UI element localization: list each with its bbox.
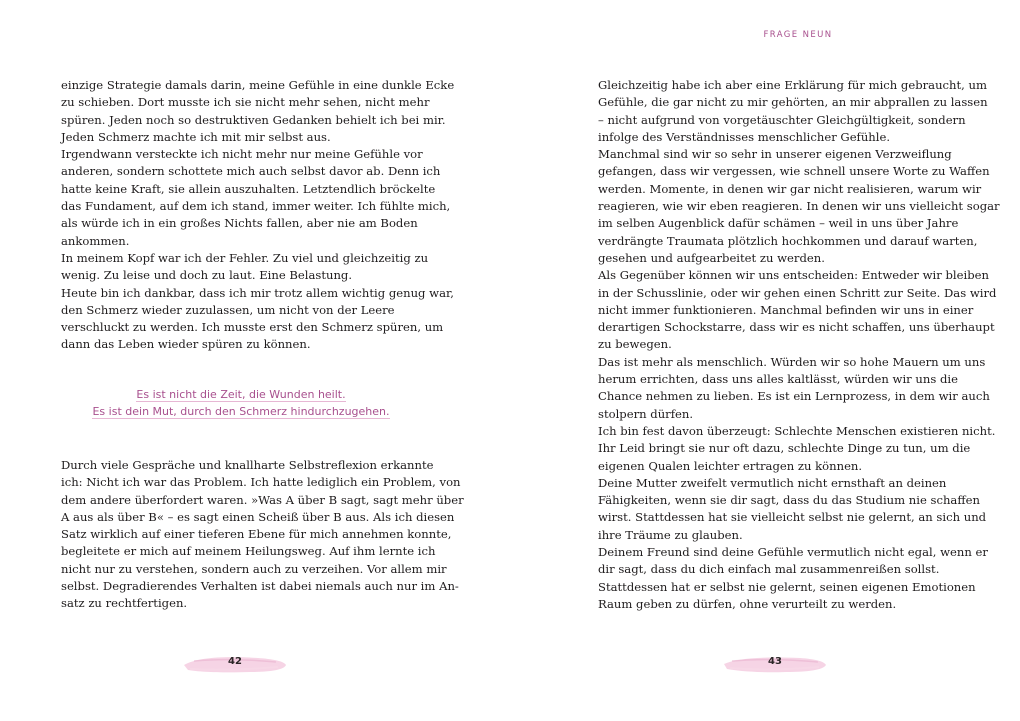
text-line: nicht nur zu verstehen, sondern auch zu verzeihen. Vor allem mir — [61, 561, 447, 576]
text-line: das Fundament, auf dem ich stand, immer weiter. Ich fühlte mich, — [61, 199, 451, 214]
text-line: Gefühle, die gar nicht zu mir gehörten, an mir abprallen zu lassen — [598, 95, 988, 110]
text-line: Irgendwann versteckte ich nicht mehr nur meine Gefühle vor — [61, 147, 423, 162]
text-line: wenig. Zu leise und doch zu laut. Eine Belastung. — [61, 268, 353, 283]
text-line: Das ist mehr als menschlich. Würden wir so hohe Mauern um uns — [598, 354, 986, 369]
text-line: Deinem Freund sind deine Gefühle vermutlich nicht egal, wenn er — [598, 545, 988, 560]
page-number-left — [180, 648, 290, 680]
text-line: Deine Mutter zweifelt vermutlich nicht ernsthaft an deinen — [598, 475, 947, 490]
text-line: zu schieben. Dort musste ich sie nicht mehr sehen, nicht mehr — [61, 95, 430, 110]
text-line: einzige Strategie damals darin, meine Gefühle in eine dunkle Ecke — [61, 78, 455, 92]
text-line: ankommen. — [61, 233, 130, 248]
text-line: Chance nehmen zu lieben. Es ist ein Lernprozess, in dem wir auch — [598, 389, 990, 404]
page-number-right — [720, 648, 830, 680]
text-line: eigenen Qualen leichter ertragen zu können. — [598, 458, 863, 473]
text-line: In meinem Kopf war ich der Fehler. Zu viel und gleichzeitig zu — [61, 250, 429, 265]
text-line: infolge des Verständnisses menschlicher Gefühle. — [598, 129, 891, 144]
right-page — [510, 0, 1020, 721]
running-header: FRAGE NEUN — [763, 30, 833, 40]
text-line: Als Gegenüber können wir uns entscheiden: Entweder wir bleiben — [598, 268, 989, 283]
text-line: selbst. Degradierendes Verhalten ist dabei niemals auch nur im An- — [61, 579, 459, 594]
text-line: anderen, sondern schottete mich auch selbst davor ab. Denn ich — [61, 164, 441, 179]
page-number: 42 — [228, 656, 242, 667]
text-line: in der Schusslinie, oder wir gehen einen Schritt zur Seite. Das wird — [598, 285, 997, 300]
text-line: zu bewegen. — [598, 337, 672, 352]
right-page-body — [598, 77, 1000, 613]
text-line: Durch viele Gespräche und knallharte Selbstreflexion erkannte — [61, 458, 434, 472]
text-line: wirst. Stattdessen hat sie vielleicht selbst nie gelernt, an sich und — [598, 510, 987, 525]
text-line: A aus als über B« – es sagt einen Scheiß über B aus. Als ich diesen — [61, 509, 455, 524]
text-line: als würde ich in ein großes Nichts fallen, aber nie am Boden — [61, 216, 418, 231]
pull-quote-line: Es ist nicht die Zeit, die Wunden heilt. — [136, 388, 346, 401]
text-line: ihre Träume zu glauben. — [598, 527, 743, 542]
text-line: Gleichzeitig habe ich aber eine Erklärung für mich gebraucht, um — [598, 78, 987, 92]
text-line: spüren. Jeden noch so destruktiven Gedanken behielt ich bei mir. — [61, 112, 446, 127]
text-line: den Schmerz wieder zuzulassen, um nicht von der Leere — [61, 302, 395, 317]
text-line: gefangen, dass wir vergessen, wie schnell unsere Worte zu Waffen — [598, 164, 990, 179]
text-line: verschluckt zu werden. Ich musste erst den Schmerz spüren, um — [61, 320, 444, 335]
text-line: herum errichten, dass uns alles kaltlässt, würden wir uns die — [598, 372, 958, 387]
text-line: – nicht aufgrund von vorgetäuschter Gleichgültigkeit, sondern — [598, 112, 966, 127]
text-line: Ihr Leid bringt sie nur oft dazu, schlechte Dinge zu tun, um die — [598, 441, 971, 456]
text-line: Fähigkeiten, wenn sie dir sagt, dass du das Studium nie schaffen — [598, 493, 980, 508]
text-line: Stattdessen hat er selbst nie gelernt, seinen eigenen Emotionen — [598, 579, 976, 594]
left-page-body-bottom — [61, 457, 464, 613]
text-line: nicht immer funktionieren. Manchmal befinden wir uns in einer — [598, 302, 974, 317]
pull-quote-line: Es ist dein Mut, durch den Schmerz hindurchzugehen. — [92, 405, 390, 418]
text-line: begleitete er mich auf meinem Heilungsweg. Auf ihm lernte ich — [61, 544, 436, 559]
text-line: stolpern dürfen. — [598, 406, 694, 421]
text-line: im selben Augenblick dafür schämen – weil in uns über Jahre — [598, 216, 959, 231]
text-line: Raum geben zu dürfen, ohne verurteilt zu werden. — [598, 596, 897, 611]
text-line: reagieren, wie wir eben reagieren. In denen wir uns vielleicht sogar — [598, 199, 1000, 214]
text-line: dem andere überfordert waren. »Was A über B sagt, sagt mehr über — [61, 492, 464, 507]
left-page-body-top — [61, 77, 454, 354]
page-number: 43 — [768, 656, 782, 667]
text-line: derartigen Schockstarre, dass wir es nicht schaffen, uns überhaupt — [598, 320, 995, 335]
pull-quote — [61, 386, 421, 420]
text-line: gesehen und aufgearbeitet zu werden. — [598, 250, 825, 265]
text-line: werden. Momente, in denen wir gar nicht realisieren, warum wir — [598, 181, 982, 196]
text-line: Satz wirklich auf einer tieferen Ebene für mich annehmen konnte, — [61, 527, 452, 542]
text-line: Manchmal sind wir so sehr in unserer eigenen Verzweiflung — [598, 147, 952, 162]
text-line: Ich bin fest davon überzeugt: Schlechte Menschen existieren nicht. — [598, 423, 996, 438]
text-line: satz zu rechtfertigen. — [61, 596, 188, 611]
text-line: ich: Nicht ich war das Problem. Ich hatte lediglich ein Problem, von — [61, 475, 461, 490]
text-line: dann das Leben wieder spüren zu können. — [61, 337, 311, 352]
text-line: verdrängte Traumata plötzlich hochkommen und darauf warten, — [598, 233, 978, 248]
text-line: Jeden Schmerz machte ich mit mir selbst aus. — [61, 129, 331, 144]
text-line: hatte keine Kraft, sie allein auszuhalten. Letztendlich bröckelte — [61, 181, 436, 196]
text-line: Heute bin ich dankbar, dass ich mir trotz allem wichtig genug war, — [61, 285, 454, 300]
text-line: dir sagt, dass du dich einfach mal zusammenreißen sollst. — [598, 562, 940, 577]
